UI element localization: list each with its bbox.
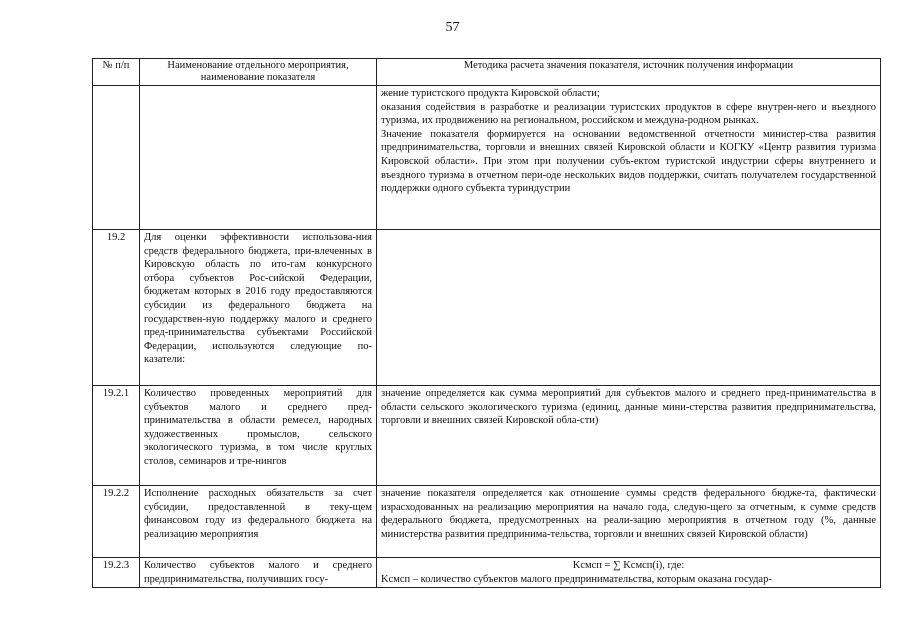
row-name: Для оценки эффективности использова-ния средств федерального бюджета, при-влеченных в Кировскую область по ито-гам конкурсного отбора субъектов Рос-сийской Федерации, бюджетам которых в 2016 году предоставляются субсидии из федерального бюджета на государствен-ную поддержку малого и среднего пред-принимательства субъектами Российской Федерации, используются следующие по-казатели:: [140, 230, 377, 386]
row-method: значение определяется как сумма мероприятий для субъектов малого и среднего пред-принимательства в области сельского экологического туризма (единиц, данные мини-стерства развития предпринимательства, торговли и внешних связей Кировской обла-сти): [377, 386, 881, 486]
measures-table: [92, 58, 881, 588]
row-name: Количество субъектов малого и среднего предпринимательства, получивших госу-: [140, 558, 377, 588]
table-row: [93, 486, 881, 558]
row-number: 19.2: [93, 230, 140, 386]
row-method: значение показателя определяется как отношение суммы средств федерального бюдже-та, фактически израсходованных на реализацию мероприятия на начало года, следую-щего за отчетным, к сумме средств федерального бюджета, предусмотренных на реали-зацию мероприятия в отчетном году (%, данные министерства развития предпринима-тельства, торговли и внешних связей Кировской области): [377, 486, 881, 558]
row-number: 19.2.3: [93, 558, 140, 588]
row-number: 19.2.1: [93, 386, 140, 486]
row-name: [140, 86, 377, 230]
method-paragraph: жение туристского продукта Кировской области;: [381, 88, 600, 99]
row-method: [377, 230, 881, 386]
header-name: Наименование отдельного мероприятия, наименование показателя: [140, 59, 377, 86]
table-row: [93, 230, 881, 386]
table-row: [93, 386, 881, 486]
table-row: [93, 86, 881, 230]
row-method: [377, 558, 881, 588]
row-number: 19.2.2: [93, 486, 140, 558]
page-number: 57: [445, 20, 460, 35]
method-paragraph: Значение показателя формируется на основании ведомственной отчетности министер-ства развития предпринимательства, торговли и внешних связей Кировской области и КОГКУ «Центр развития туризма Кировской области». При этом при получении субъ-ектом туристской индустрии сферы внутреннего и въездного туризма в отчетном пери-оде нескольких видов поддержки, считать получателем государственной поддержки одного субъекта туриндустрии: [381, 128, 876, 195]
row-name: Количество проведенных мероприятий для субъектов малого и среднего пред-принимательства в области ремесел, народных художественных промыслов, сельского экологического туризма, в том числе круглых столов, семинаров и тре-нингов: [140, 386, 377, 486]
header-method: Методика расчета значения показателя, источник получения информации: [377, 59, 881, 86]
row-name: Исполнение расходных обязательств за счет субсидии, предоставленной в теку-щем финансовом году из федерального бюджета на реализацию мероприятия: [140, 486, 377, 558]
method-paragraph: оказания содействия в разработке и реализации туристских продуктов в сфере внутрен-него и въездного туризма, их продвижению на региональном, российском и междуна-родном рынках.: [381, 101, 876, 127]
row-number: [93, 86, 140, 230]
header-number: № п/п: [93, 59, 140, 86]
row-method: [377, 86, 881, 230]
method-paragraph: Kсмсп – количество субъектов малого предпринимательства, которым оказана государ-: [381, 573, 772, 585]
table-header-row: [93, 59, 881, 86]
table-row: [93, 558, 881, 588]
formula: Kсмсп = ∑ Kсмсп(i), где:: [572, 560, 685, 571]
